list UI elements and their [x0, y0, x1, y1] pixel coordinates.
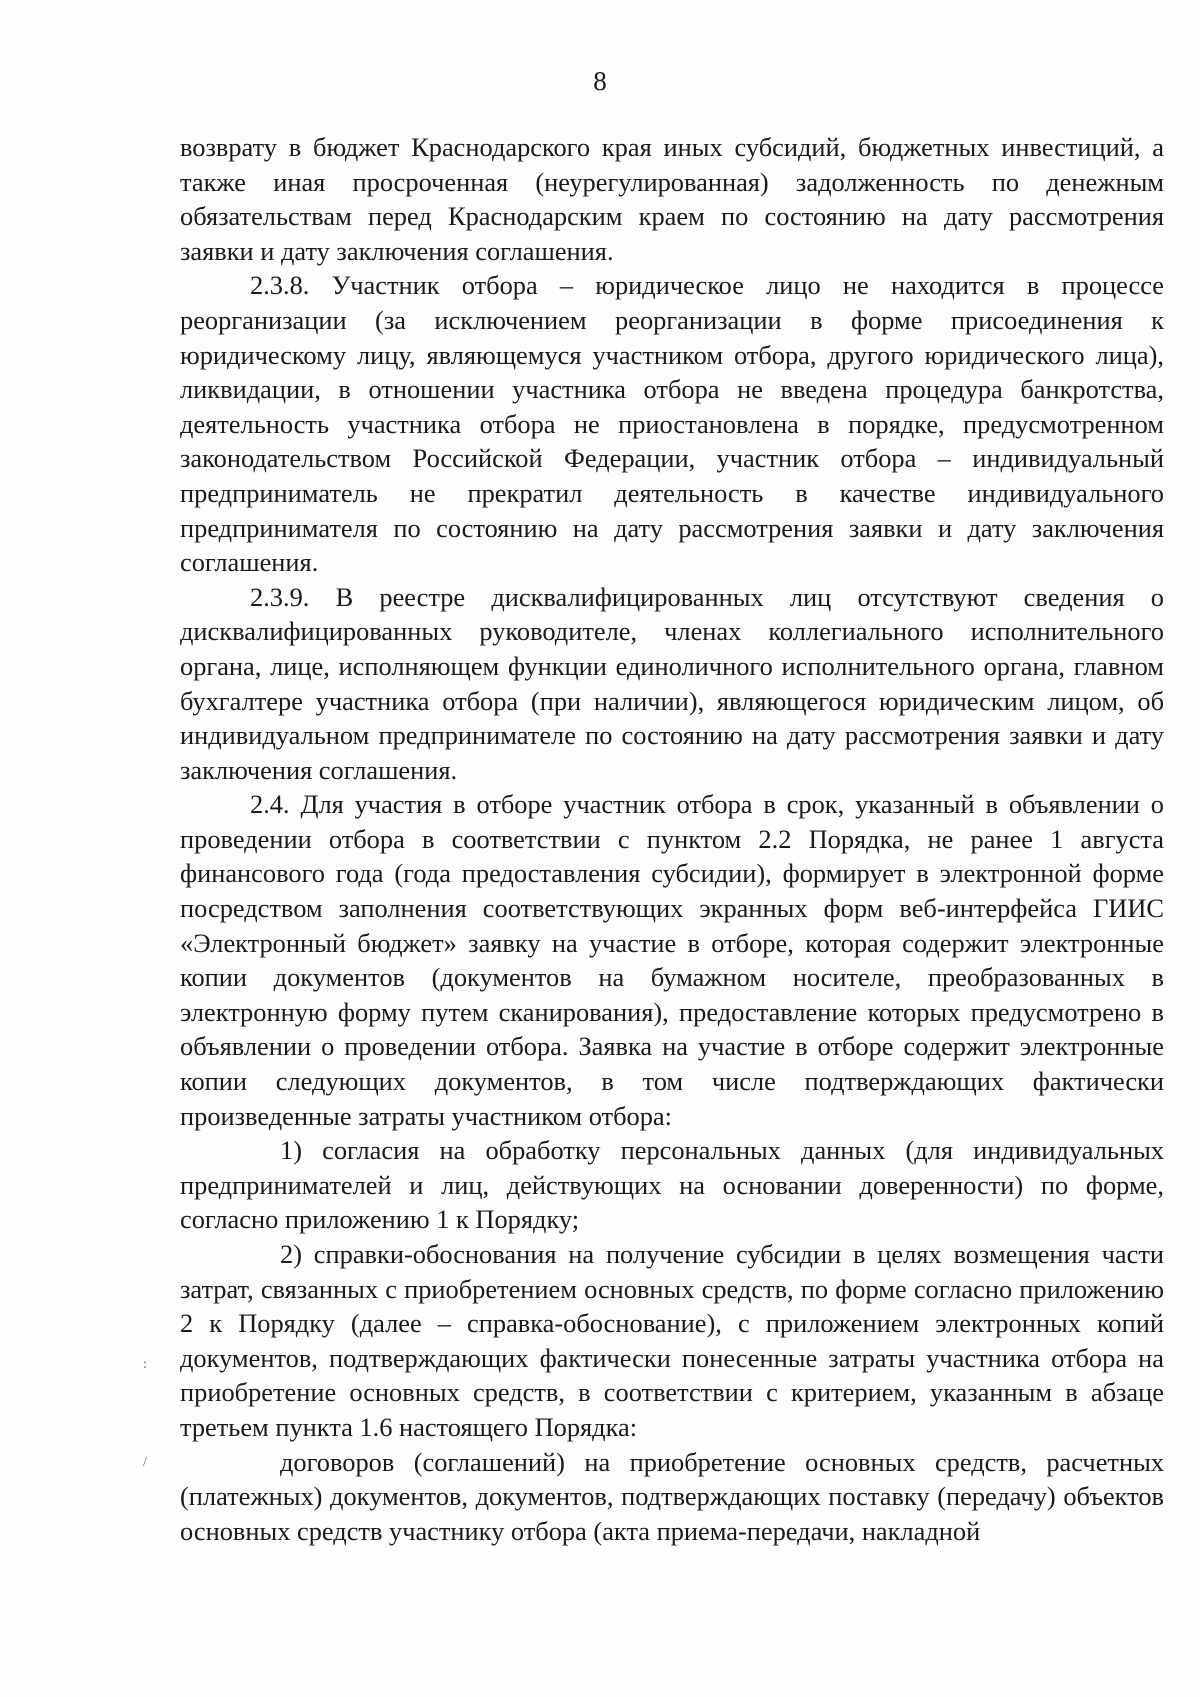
paragraph-continuation: возврату в бюджет Краснодарского края иных субсидий, бюджетных инвестиций, а также иная просроченная (неурегулированная) задолженность по денежным обязательствам перед Краснодарским краем по состоянию на дату рассмотрения заявки и дату заключения соглашения.	[180, 132, 1164, 266]
paragraph-2-3-9: 2.3.9. В реестре дисквалифицированных лиц отсутствуют сведения о дисквалифицированных руководителе, членах коллегиального исполнительного органа, лице, исполняющем функции единоличного исполнительного органа, главном бухгалтере участника отбора (при наличии), являющегося юридическим лицом, об индивидуальном предпринимателе по состоянию на дату рассмотрения заявки и дату заключения соглашения.	[180, 581, 1164, 785]
list-item-2: 2) справки-обоснования на получение субсидии в целях возмещения части затрат, связанных с приобретением основных средств, по форме согласно приложению 2 к Порядку (далее – справка-обоснование), с приложением электронных копий документов, подтверждающих фактически понесенные затраты участника отбора на приобретение основных средств, в соответствии с критерием, указанным в абзаце третьем пункта 1.6 настоящего Порядка:	[180, 1239, 1164, 1442]
margin-mark: /	[143, 1455, 147, 1470]
document-body	[180, 130, 1164, 1548]
list-item-1: 1) согласия на обработку персональных данных (для индивидуальных предпринимателей и лиц, действующих на основании доверенности) по форме, согласно приложению 1 к Порядку;	[180, 1135, 1164, 1235]
page-number: 8	[593, 66, 607, 96]
paragraph-2-3-8: 2.3.8. Участник отбора – юридическое лицо не находится в процессе реорганизации (за исключением реорганизации в форме присоединения к юридическому лицу, являющемуся участником отбора, другого юридического лица), ликвидации, в отношении участника отбора не введена процедура банкротства, деятельность участника отбора не приостановлена в порядке, предусмотренном законодательством Российской Федерации, участник отбора – индивидуальный предприниматель не прекратил деятельность в качестве индивидуального предпринимателя по состоянию на дату рассмотрения заявки и дату заключения соглашения.	[180, 270, 1164, 578]
paragraph-contracts: договоров (соглашений) на приобретение основных средств, расчетных (платежных) документов, документов, подтверждающих поставку (передачу) объектов основных средств участнику отбора (акта приема-передачи, накладной	[180, 1446, 1164, 1546]
margin-mark: :	[143, 1357, 147, 1372]
paragraph-2-4: 2.4. Для участия в отборе участник отбора в срок, указанный в объявлении о проведении отбора в соответствии с пунктом 2.2 Порядка, не ранее 1 августа финансового года (года предоставления субсидии), формирует в электронной форме посредством заполнения соответствующих экранных форм веб-интерфейса ГИИС «Электронный бюджет» заявку на участие в отборе, которая содержит электронные копии документов (документов на бумажном носителе, преобразованных в электронную форму путем сканирования), предоставление которых предусмотрено в объявлении о проведении отбора. Заявка на участие в отборе содержит электронные копии следующих документов, в том числе подтверждающих фактически произведенные затраты участником отбора:	[180, 789, 1164, 1131]
